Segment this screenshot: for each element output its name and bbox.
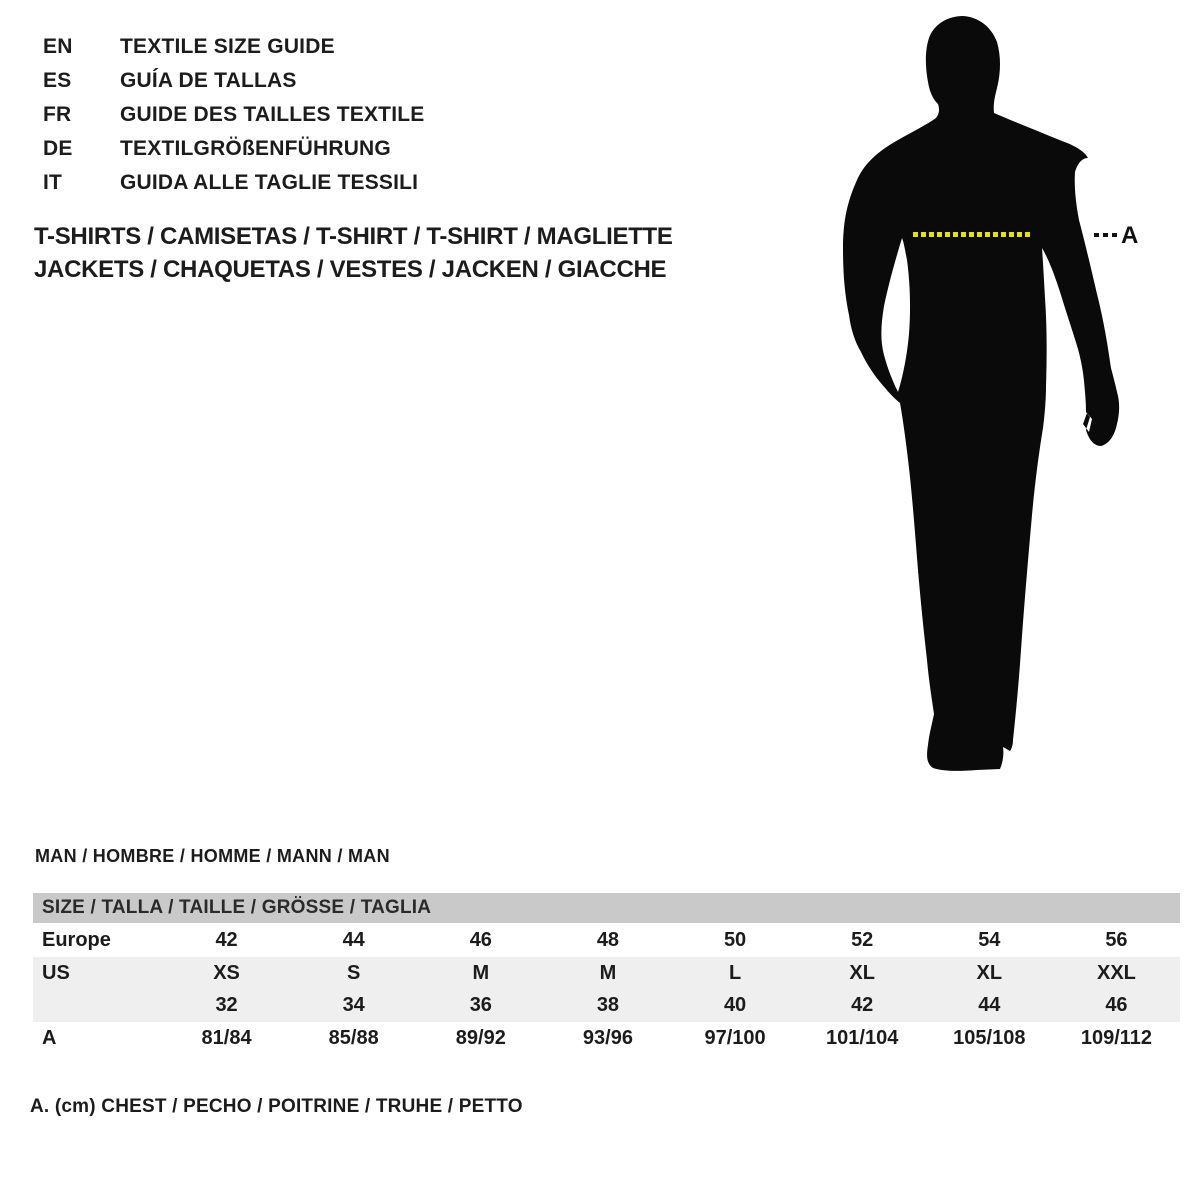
category-block bbox=[34, 220, 673, 286]
language-code: IT bbox=[43, 171, 63, 194]
size-cell: 50 bbox=[723, 928, 747, 951]
section-title: MAN / HOMBRE / HOMME / MANN / MAN bbox=[35, 846, 390, 866]
size-cell: 97/100 bbox=[704, 1027, 766, 1049]
row-label: US bbox=[42, 961, 70, 984]
size-cell: 105/108 bbox=[953, 1027, 1026, 1049]
language-row bbox=[43, 30, 424, 64]
language-title: GUIDA ALLE TAGLIE TESSILI bbox=[120, 171, 419, 194]
man-silhouette bbox=[840, 0, 1160, 800]
table-row-europe bbox=[33, 923, 1180, 957]
table-row-us bbox=[33, 957, 1180, 989]
size-cell: 54 bbox=[978, 928, 1001, 951]
size-cell: 81/84 bbox=[201, 1027, 252, 1049]
language-code: ES bbox=[43, 69, 72, 92]
size-cell: 32 bbox=[215, 994, 238, 1016]
language-row bbox=[43, 132, 424, 166]
size-cell: 109/112 bbox=[1080, 1027, 1153, 1049]
language-row bbox=[43, 64, 424, 98]
footnote: A. (cm) CHEST / PECHO / POITRINE / TRUHE / PETTO bbox=[30, 1096, 523, 1117]
size-cell: XS bbox=[213, 961, 240, 984]
size-cell: M bbox=[472, 961, 490, 984]
size-cell: 36 bbox=[469, 994, 492, 1016]
size-cell: 89/92 bbox=[455, 1027, 506, 1049]
language-title: TEXTILE SIZE GUIDE bbox=[120, 35, 335, 58]
size-cell: XL bbox=[849, 961, 875, 984]
size-cell: M bbox=[599, 961, 617, 984]
size-cell: 46 bbox=[469, 928, 492, 951]
language-code: DE bbox=[43, 137, 73, 160]
row-label: Europe bbox=[42, 928, 111, 951]
language-title: TEXTILGRÖßENFÜHRUNG bbox=[120, 137, 391, 160]
size-cell: 38 bbox=[596, 994, 620, 1016]
table-row-numeric bbox=[33, 989, 1180, 1022]
size-cell: 93/96 bbox=[582, 1027, 633, 1049]
size-cell: 46 bbox=[1105, 994, 1128, 1016]
category-line: JACKETS / CHAQUETAS / VESTES / JACKEN / GIACCHE bbox=[34, 256, 667, 283]
size-cell: 44 bbox=[342, 928, 365, 951]
size-cell: 42 bbox=[215, 928, 238, 951]
chest-measure-line bbox=[913, 232, 1030, 237]
language-title: GUÍA DE TALLAS bbox=[120, 69, 297, 92]
table-light-band bbox=[33, 957, 1180, 1022]
language-row bbox=[43, 166, 424, 200]
size-cell: XXL bbox=[1096, 961, 1136, 984]
size-cell: 85/88 bbox=[328, 1027, 379, 1049]
size-cell: 40 bbox=[723, 994, 747, 1016]
category-line: T-SHIRTS / CAMISETAS / T-SHIRT / T-SHIRT / MAGLIETTE bbox=[34, 223, 673, 250]
measure-callout-dashes bbox=[1094, 233, 1117, 237]
language-title: GUIDE DES TAILLES TEXTILE bbox=[120, 103, 425, 126]
size-table bbox=[33, 893, 1180, 1055]
language-row bbox=[43, 98, 424, 132]
size-cell: XL bbox=[976, 961, 1003, 984]
size-cell: 48 bbox=[596, 928, 620, 951]
language-code: FR bbox=[43, 103, 72, 126]
size-cell: 52 bbox=[851, 928, 874, 951]
table-header: SIZE / TALLA / TAILLE / GRÖSSE / TAGLIA bbox=[33, 893, 1180, 923]
table-row-chest bbox=[33, 1022, 1180, 1055]
size-cell: 34 bbox=[342, 994, 365, 1016]
language-code: EN bbox=[43, 35, 73, 58]
size-cell: 56 bbox=[1105, 928, 1128, 951]
row-label: A bbox=[42, 1027, 57, 1049]
size-cell: 42 bbox=[851, 994, 874, 1016]
measure-label-a: A bbox=[1121, 222, 1139, 249]
size-cell: L bbox=[728, 961, 742, 984]
size-cell: S bbox=[347, 961, 361, 984]
size-cell: 101/104 bbox=[826, 1027, 899, 1049]
size-cell: 44 bbox=[978, 994, 1001, 1016]
language-block bbox=[43, 30, 424, 200]
